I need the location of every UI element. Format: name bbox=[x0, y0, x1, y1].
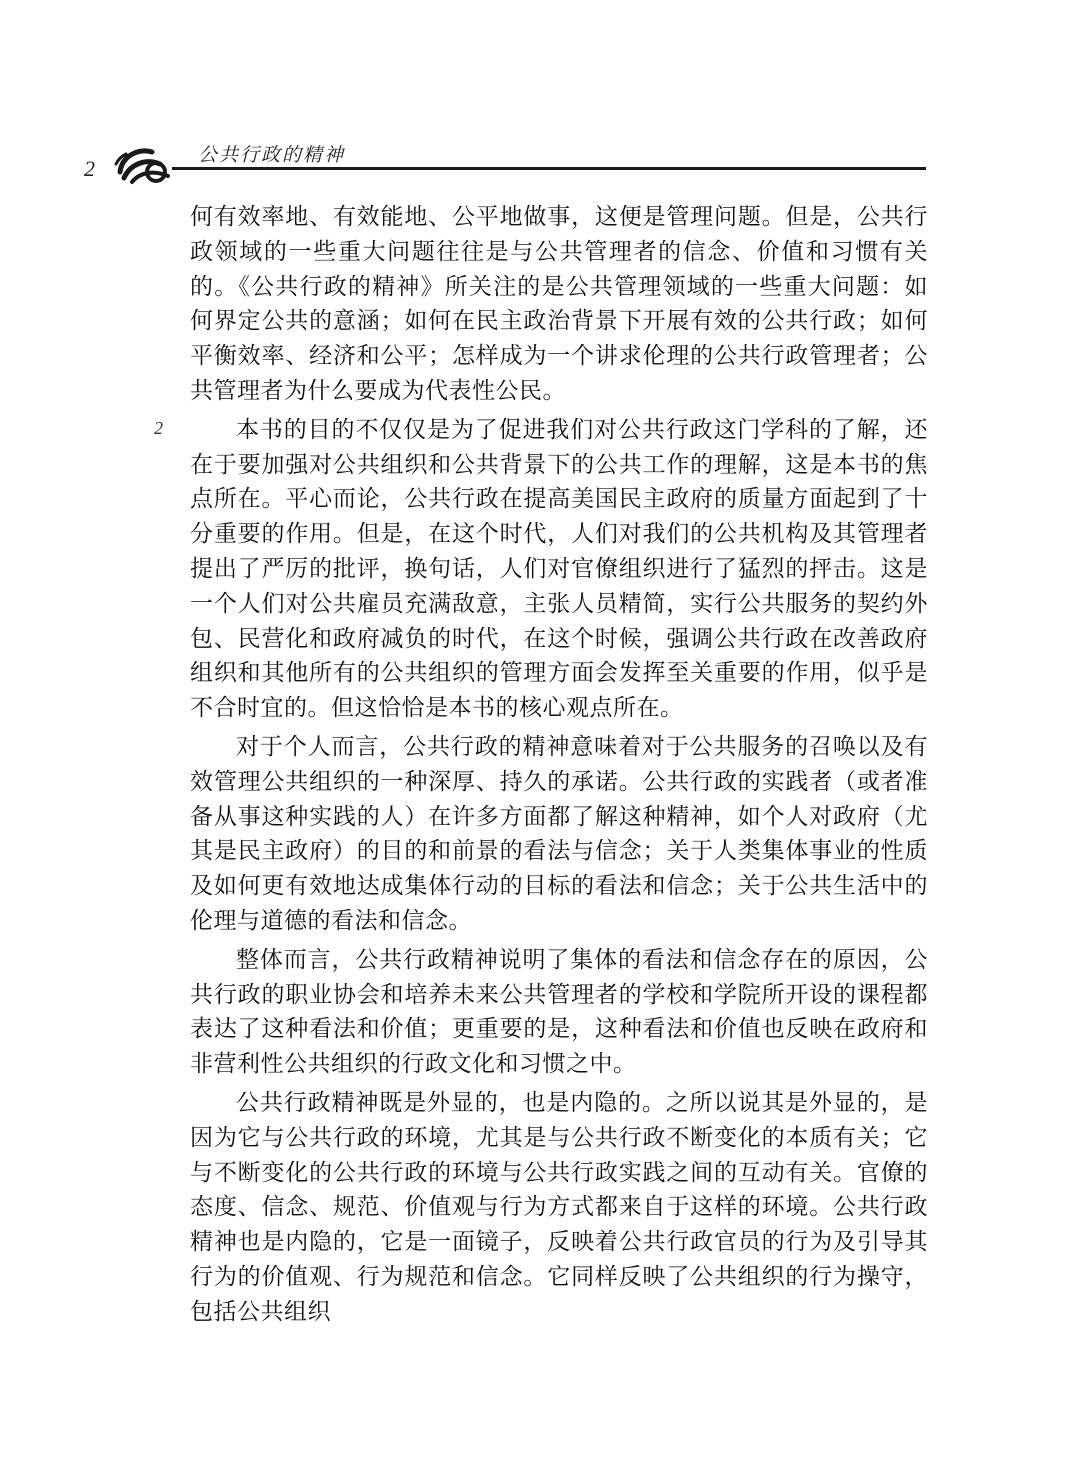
paragraph: 整体而言，公共行政精神说明了集体的看法和信念存在的原因，公共行政的职业协会和培养未来公共管理者的学校和学院所开设的课程都表达了这种看法和价值；更重要的是，这种看法和价值也反映在政府和非营利性公共组织的行政文化和习惯之中。 bbox=[190, 946, 928, 1078]
body-text bbox=[190, 200, 928, 1334]
publisher-logo-icon bbox=[112, 142, 176, 188]
paragraph: 何有效率地、有效能地、公平地做事，这便是管理问题。但是，公共行政领域的一些重大问题往往是与公共管理者的信念、价值和习惯有关的。《公共行政的精神》所关注的是公共管理领域的一些重大问题：如何界定公共的意涵；如何在民主政治背景下开展有效的公共行政；如何平衡效率、经济和公平；怎样成为一个讲求伦理的公共行政管理者；公共管理者为什么要成为代表性公民。 bbox=[190, 204, 928, 404]
margin-page-reference: 2 bbox=[154, 418, 163, 438]
page-number: 2 bbox=[84, 156, 95, 181]
header-rule bbox=[172, 167, 926, 170]
paragraph: 本书的目的不仅仅是为了促进我们对公共行政这门学科的了解，还在于要加强对公共组织和公共背景下的公共工作的理解，这是本书的焦点所在。平心而论，公共行政在提高美国民主政府的质量方面起到了十分重要的作用。但是，在这个时代，人们对我们的公共机构及其管理者提出了严厉的批评，换句话，人们对官僚组织进行了猛烈的抨击。这是一个人们对公共雇员充满敌意，主张人员精简，实行公共服务的契约外包、民营化和政府减负的时代，在这个时候，强调公共行政在改善政府组织和其他所有的公共组织的管理方面会发挥至关重要的作用，似乎是不合时宜的。但这恰恰是本书的核心观点所在。 bbox=[190, 416, 928, 722]
running-title: 公共行政的精神 bbox=[198, 144, 346, 166]
paragraph: 对于个人而言，公共行政的精神意味着对于公共服务的召唤以及有效管理公共组织的一种深厚、持久的承诺。公共行政的实践者（或者准备从事这种实践的人）在许多方面都了解这种精神，如个人对政府（尤其是民主政府）的目的和前景的看法与信念；关于人类集体事业的性质及如何更有效地达成集体行动的目标的看法和信念；关于公共生活中的伦理与道德的看法和信念。 bbox=[190, 733, 928, 934]
paragraph: 公共行政精神既是外显的，也是内隐的。之所以说其是外显的，是因为它与公共行政的环境，尤其是与公共行政不断变化的本质有关；它与不断变化的公共行政的环境与公共行政实践之间的互动有关。官僚的态度、信念、规范、价值观与行为方式都来自于这样的环境。公共行政精神也是内隐的，它是一面镜子，反映着公共行政官员的行为及引导其行为的价值观、行为规范和信念。它同样反映了公共组织的行为操守，包括公共组织 bbox=[190, 1089, 928, 1325]
